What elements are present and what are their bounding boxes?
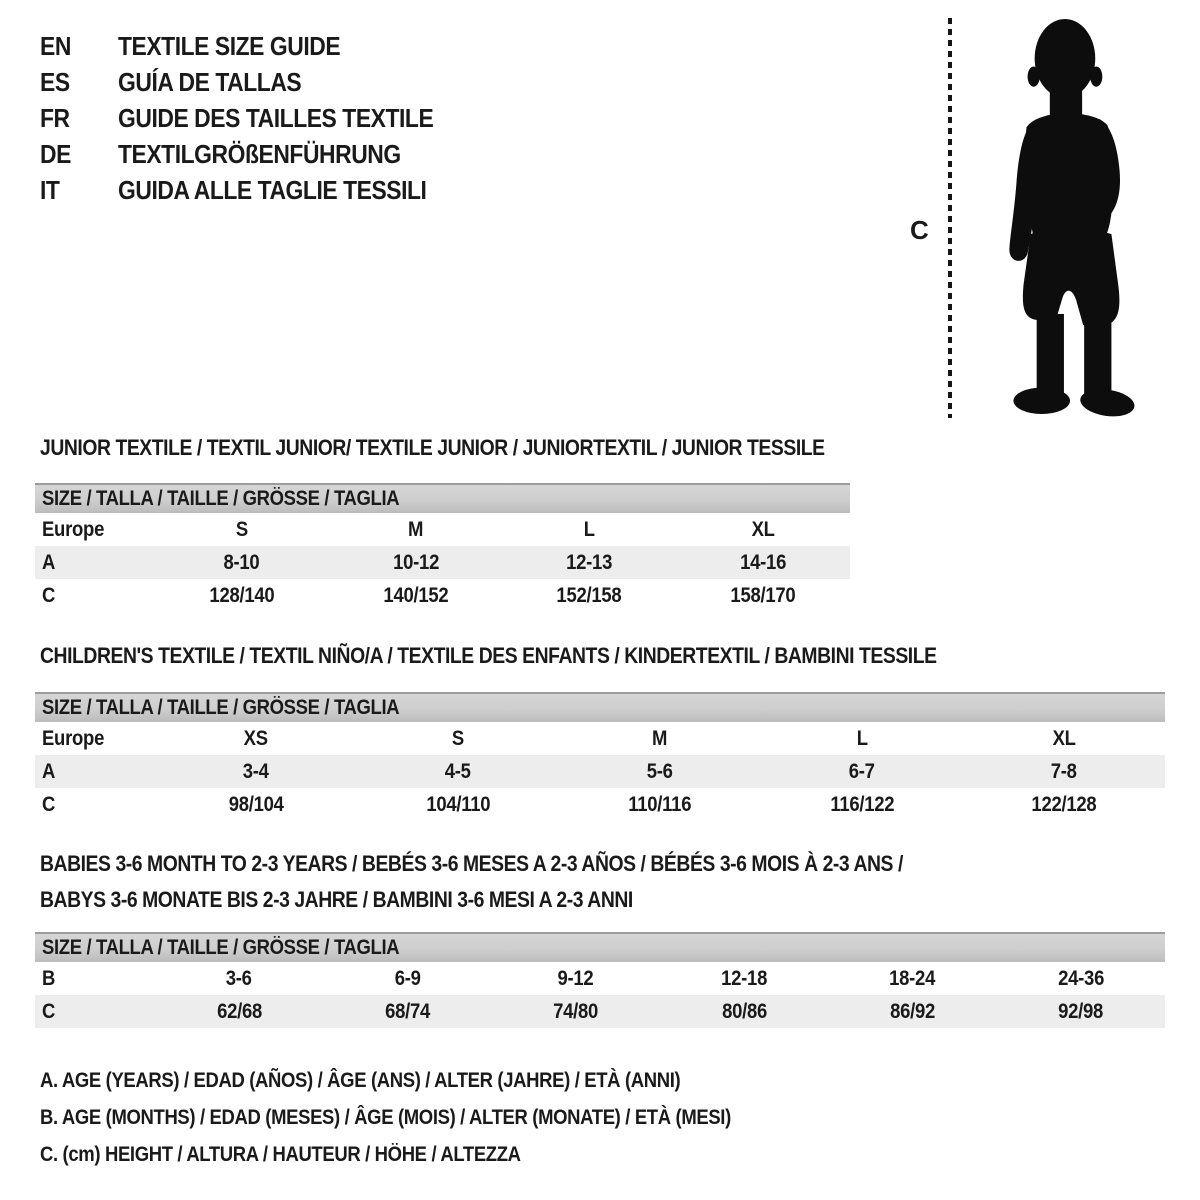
language-guide-title: GUIDA ALLE TAGLIE TESSILI bbox=[118, 174, 427, 205]
size-table-title-text: BABIES 3-6 MONTH TO 2-3 YEARS / BEBÉS 3-6 MESES A 2-3 AÑOS / BÉBÉS 3-6 MOIS À 2-3 ANS / bbox=[40, 851, 903, 876]
table-row bbox=[35, 722, 1165, 755]
table-row bbox=[35, 755, 1165, 788]
table-cell-value: 158/170 bbox=[730, 583, 796, 607]
table-cell-value: 62/68 bbox=[216, 999, 262, 1023]
table-cell-value: 6-9 bbox=[394, 966, 421, 990]
language-code: IT bbox=[40, 174, 60, 205]
height-dashed-line-icon bbox=[946, 16, 954, 420]
table-cell-value: XL bbox=[751, 517, 775, 541]
legend-line-text: A. AGE (YEARS) / EDAD (AÑOS) / ÂGE (ANS) / ALTER (JAHRE) / ETÀ (ANNI) bbox=[40, 1069, 681, 1092]
table-cell-value: 10-12 bbox=[392, 550, 439, 574]
table-row bbox=[35, 788, 1165, 821]
size-table-title bbox=[40, 848, 1021, 884]
height-measure-label: C bbox=[910, 215, 929, 245]
measurement-legend bbox=[40, 1062, 825, 1173]
language-title-list bbox=[40, 28, 476, 208]
size-table-title bbox=[40, 432, 932, 468]
row-label: C bbox=[42, 792, 56, 816]
size-table-rows bbox=[35, 722, 1165, 821]
language-code: DE bbox=[40, 138, 71, 169]
table-cell-value: 8-10 bbox=[223, 550, 260, 574]
table-cell-value: 4-5 bbox=[445, 759, 471, 783]
row-label: Europe bbox=[42, 726, 105, 750]
size-header-text: SIZE / TALLA / TAILLE / GRÖSSE / TAGLIA bbox=[42, 487, 400, 510]
table-cell-value: 86/92 bbox=[890, 999, 935, 1023]
table-cell-value: 12-13 bbox=[566, 550, 613, 574]
language-row bbox=[40, 136, 476, 172]
table-cell-value: 98/104 bbox=[228, 792, 284, 816]
table-cell-value: S bbox=[451, 726, 465, 750]
language-guide-title: TEXTILE SIZE GUIDE bbox=[118, 30, 341, 61]
row-label: A bbox=[42, 759, 56, 783]
size-table bbox=[35, 432, 850, 612]
table-cell-value: XL bbox=[1052, 726, 1076, 750]
size-table-title bbox=[40, 884, 714, 920]
table-cell-value: 74/80 bbox=[553, 999, 599, 1023]
table-row bbox=[35, 962, 1165, 995]
size-header-bar bbox=[35, 932, 1165, 962]
legend-line-text: C. (cm) HEIGHT / ALTURA / HAUTEUR / HÖHE / ALTEZZA bbox=[40, 1143, 521, 1166]
table-cell-value: 6-7 bbox=[849, 759, 875, 783]
size-header-text: SIZE / TALLA / TAILLE / GRÖSSE / TAGLIA bbox=[42, 936, 400, 959]
table-cell-value: 18-24 bbox=[889, 966, 936, 990]
size-header-text: SIZE / TALLA / TAILLE / GRÖSSE / TAGLIA bbox=[42, 696, 400, 719]
row-label: A bbox=[42, 550, 56, 574]
language-row bbox=[40, 100, 476, 136]
table-cell-value: M bbox=[408, 517, 424, 541]
table-row bbox=[35, 546, 850, 579]
size-table bbox=[35, 848, 1165, 1028]
table-cell-value: 68/74 bbox=[385, 999, 430, 1023]
toddler-silhouette-icon bbox=[1002, 16, 1138, 420]
table-row bbox=[35, 513, 850, 546]
language-row bbox=[40, 28, 476, 64]
table-cell-value: 104/110 bbox=[426, 792, 490, 816]
row-label: C bbox=[42, 999, 56, 1023]
language-code: FR bbox=[40, 102, 70, 133]
table-row bbox=[35, 579, 850, 612]
size-header-bar bbox=[35, 692, 1165, 722]
table-cell-value: 116/122 bbox=[830, 792, 894, 816]
table-cell-value: 80/86 bbox=[721, 999, 767, 1023]
size-table-rows bbox=[35, 513, 850, 612]
table-cell-value: 92/98 bbox=[1058, 999, 1104, 1023]
size-table bbox=[35, 640, 1165, 821]
table-cell-value: L bbox=[856, 726, 868, 750]
table-cell-value: XS bbox=[243, 726, 269, 750]
row-label: B bbox=[42, 966, 56, 990]
table-cell-value: 3-6 bbox=[226, 966, 253, 990]
language-guide-title: TEXTILGRÖßENFÜHRUNG bbox=[118, 138, 401, 169]
size-table-title-text: JUNIOR TEXTILE / TEXTIL JUNIOR/ TEXTILE JUNIOR / JUNIORTEXTIL / JUNIOR TESSILE bbox=[40, 435, 825, 460]
language-code: EN bbox=[40, 30, 71, 61]
language-row bbox=[40, 64, 476, 100]
row-label: Europe bbox=[42, 517, 105, 541]
table-cell-value: L bbox=[583, 517, 595, 541]
size-table-rows bbox=[35, 962, 1165, 1028]
table-cell-value: S bbox=[235, 517, 248, 541]
language-code: ES bbox=[40, 66, 70, 97]
table-row bbox=[35, 995, 1165, 1028]
table-cell-value: 12-18 bbox=[721, 966, 768, 990]
table-cell-value: 24-36 bbox=[1057, 966, 1104, 990]
size-table-title-text: BABYS 3-6 MONATE BIS 2-3 JAHRE / BAMBINI 3-6 MESI A 2-3 ANNI bbox=[40, 887, 633, 912]
table-cell-value: 152/158 bbox=[556, 583, 622, 607]
language-row bbox=[40, 172, 476, 208]
legend-line bbox=[40, 1136, 825, 1173]
legend-line bbox=[40, 1062, 825, 1099]
table-cell-value: 3-4 bbox=[243, 759, 269, 783]
table-cell-value: 122/128 bbox=[1031, 792, 1097, 816]
table-cell-value: 9-12 bbox=[557, 966, 594, 990]
language-guide-title: GUÍA DE TALLAS bbox=[118, 66, 302, 97]
table-cell-value: 5-6 bbox=[647, 759, 673, 783]
row-label: C bbox=[42, 583, 56, 607]
size-table-title bbox=[40, 640, 1059, 676]
size-table-title-text: CHILDREN'S TEXTILE / TEXTIL NIÑO/A / TEXTILE DES ENFANTS / KINDERTEXTIL / BAMBINI TESSILE bbox=[40, 643, 937, 668]
table-cell-value: 7-8 bbox=[1051, 759, 1077, 783]
table-cell-value: 14-16 bbox=[740, 550, 787, 574]
legend-line-text: B. AGE (MONTHS) / EDAD (MESES) / ÂGE (MOIS) / ALTER (MONATE) / ETÀ (MESI) bbox=[40, 1106, 731, 1129]
language-guide-title: GUIDE DES TAILLES TEXTILE bbox=[118, 102, 434, 133]
table-cell-value: 140/152 bbox=[383, 583, 449, 607]
table-cell-value: 110/116 bbox=[628, 792, 692, 816]
legend-line bbox=[40, 1099, 825, 1136]
table-cell-value: M bbox=[652, 726, 668, 750]
size-header-bar bbox=[35, 483, 850, 513]
table-cell-value: 128/140 bbox=[209, 583, 275, 607]
